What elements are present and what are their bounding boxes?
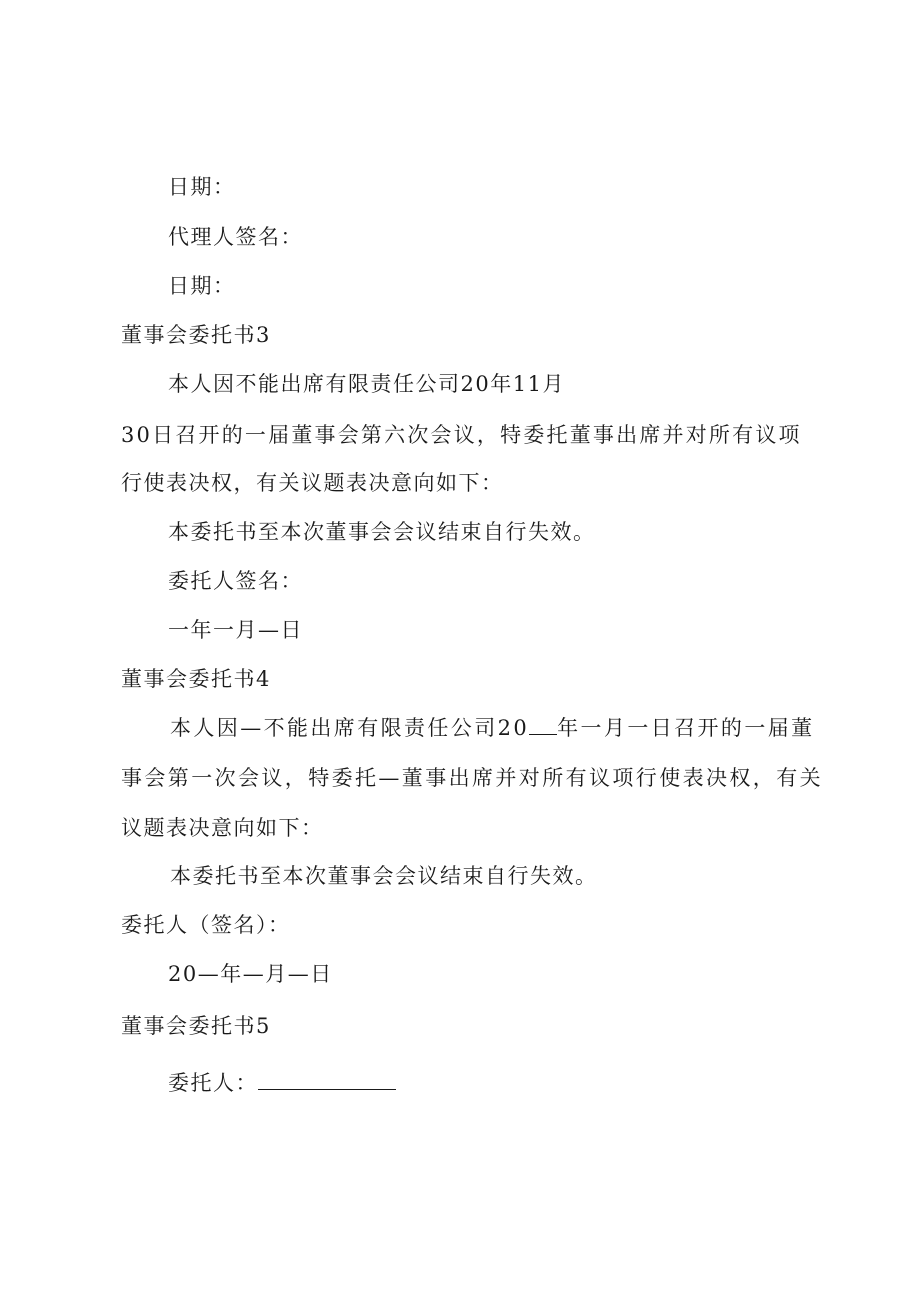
section5-principal-line [168,1068,396,1098]
section4-signature-label: 委托人（签名）： [121,913,291,937]
date-label-1: 日期： [168,175,236,199]
section4-para1-line2: 事会第一次会议，特委托—董事出席并对所有议项行使表决权，有关 [121,766,823,790]
section3-para1-line3: 行使表决权，有关议题表决意向如下： [121,471,504,495]
section3-para2: 本委托书至本次董事会会议结束自行失效。 [168,520,596,544]
section4-heading: 董事会委托书4 [121,667,271,691]
section3-signature-label: 委托人签名： [168,569,303,593]
principal-label: 委托人： [168,1071,258,1095]
section4-para1-line1-start: 本人因—不能出席有限责任公司20 [170,716,530,740]
section3-para1-line2: 30日召开的一届董事会第六次会议，特委托董事出席并对所有议项 [121,423,802,447]
principal-name-blank [258,1069,396,1090]
year-blank [529,714,557,735]
section5-heading: 董事会委托书5 [121,1014,271,1038]
section4-para1-line3: 议题表决意向如下： [121,816,324,840]
section4-para1-line1-end: 年一月一日召开的一届董 [557,716,815,740]
section3-date: 一年一月—日 [168,618,303,642]
section4-para1-line1 [170,713,815,743]
section3-heading: 董事会委托书3 [121,323,271,347]
section3-para1-line1: 本人因不能出席有限责任公司20年11月 [168,372,565,396]
date-label-2: 日期： [168,274,236,298]
agent-signature-label: 代理人签名： [168,225,303,249]
section4-date: 20—年—月—日 [168,962,333,986]
section4-para2: 本委托书至本次董事会会议结束自行失效。 [170,864,598,888]
